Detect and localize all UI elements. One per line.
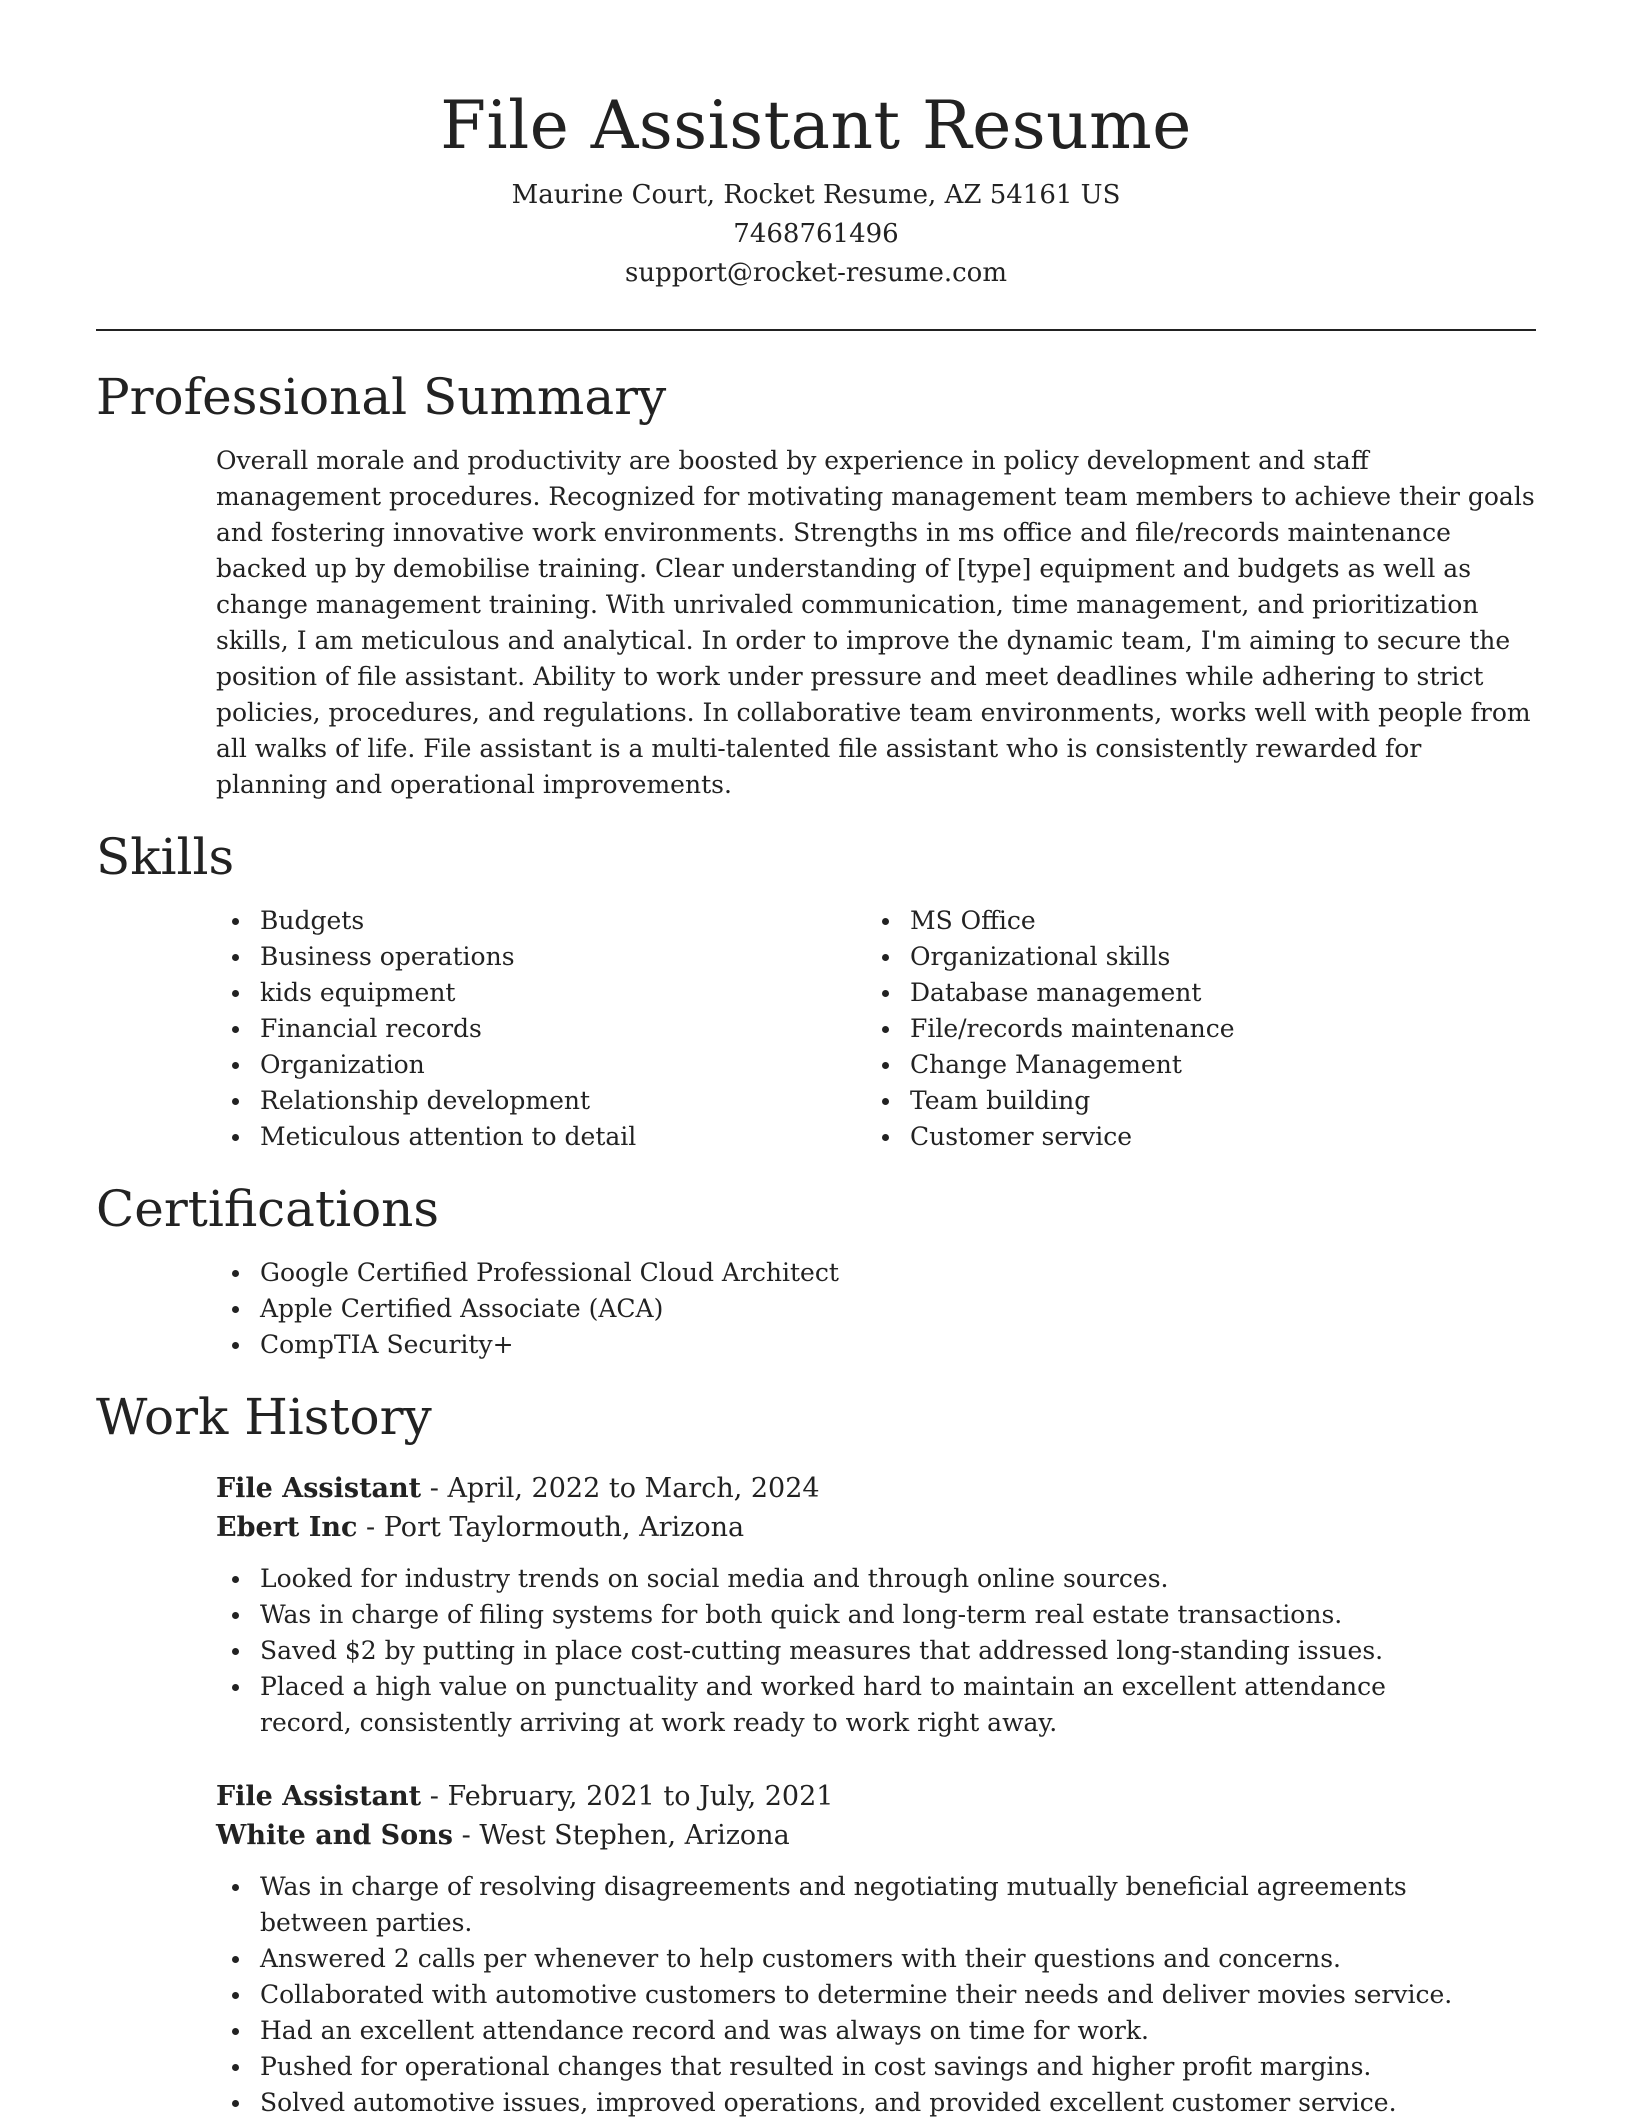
work-history-heading: Work History [96, 1388, 432, 1446]
job-entry [216, 1469, 1536, 1741]
skill-item: Organizational skills [866, 939, 1516, 975]
job-company: Ebert Inc [216, 1512, 358, 1543]
skill-item: MS Office [866, 903, 1516, 939]
skills-heading: Skills [96, 828, 235, 886]
phone: 7468761496 [733, 219, 899, 249]
job-dates: February, 2021 to July, 2021 [447, 1781, 834, 1812]
skill-item: kids equipment [216, 975, 866, 1011]
job-bullet: Placed a high value on punctuality and worked hard to maintain an excellent attendance record, consistently arriving at work ready to work right away. [216, 1669, 1456, 1741]
skill-item: Team building [866, 1083, 1516, 1119]
certification-item: Google Certified Professional Cloud Architect [216, 1255, 1536, 1291]
certifications-section [96, 1177, 1536, 1363]
job-bullet: Pushed for operational changes that resulted in cost savings and higher profit margins. [216, 2049, 1456, 2085]
job-bullets [216, 1869, 1456, 2121]
job-title: File Assistant [216, 1473, 422, 1504]
skills-section [96, 825, 1536, 1155]
skill-item: Change Management [866, 1047, 1516, 1083]
skill-item: Customer service [866, 1119, 1516, 1155]
skill-item: Financial records [216, 1011, 866, 1047]
work-history-section [96, 1385, 1536, 2121]
job-bullet: Had an excellent attendance record and was always on time for work. [216, 2013, 1456, 2049]
job-bullet: Was in charge of filing systems for both quick and long-term real estate transactions. [216, 1597, 1456, 1633]
skill-item: Database management [866, 975, 1516, 1011]
job-title: File Assistant [216, 1781, 422, 1812]
page-title: File Assistant Resume [440, 87, 1192, 164]
job-location: Port Taylormouth, Arizona [383, 1512, 745, 1543]
job-company-line: Ebert Inc - Port Taylormouth, Arizona [216, 1512, 745, 1543]
job-company: White and Sons [216, 1820, 454, 1851]
skill-item: Budgets [216, 903, 866, 939]
skill-item: Organization [216, 1047, 866, 1083]
job-bullet: Looked for industry trends on social media and through online sources. [216, 1561, 1456, 1597]
summary-section [96, 365, 1536, 803]
job-bullet: Collaborated with automotive customers to determine their needs and deliver movies service. [216, 1977, 1456, 2013]
job-bullets [216, 1561, 1456, 1741]
address: Maurine Court, Rocket Resume, AZ 54161 US [511, 180, 1121, 210]
skills-columns [216, 903, 1536, 1155]
job-title-line: File Assistant - February, 2021 to July, 2021 [216, 1781, 834, 1812]
job-location: West Stephen, Arizona [479, 1820, 790, 1851]
certification-item: Apple Certified Associate (ACA) [216, 1291, 1536, 1327]
job-bullet: Saved $2 by putting in place cost-cutting measures that addressed long-standing issues. [216, 1633, 1456, 1669]
summary-heading: Professional Summary [96, 368, 667, 426]
job-bullet: Answered 2 calls per whenever to help customers with their questions and concerns. [216, 1941, 1456, 1977]
header-divider [96, 329, 1536, 331]
job-company-line: White and Sons - West Stephen, Arizona [216, 1820, 790, 1851]
skill-item: File/records maintenance [866, 1011, 1516, 1047]
certifications-list [216, 1255, 1536, 1363]
resume-page [96, 0, 1536, 2121]
certification-item: CompTIA Security+ [216, 1327, 1536, 1363]
email: support@rocket-resume.com [624, 258, 1007, 288]
certifications-heading: Certifications [96, 1180, 440, 1238]
resume-header [96, 0, 1536, 293]
job-bullet: Was in charge of resolving disagreements and negotiating mutually beneficial agreements between parties. [216, 1869, 1456, 1941]
job-bullet: Solved automotive issues, improved operations, and provided excellent customer service. [216, 2085, 1456, 2121]
skill-item: Business operations [216, 939, 866, 975]
skills-list-left [216, 903, 866, 1155]
job-entry [216, 1777, 1536, 2121]
skills-list-right [866, 903, 1516, 1155]
job-title-line: File Assistant - April, 2022 to March, 2024 [216, 1473, 820, 1504]
skill-item: Meticulous attention to detail [216, 1119, 866, 1155]
skill-item: Relationship development [216, 1083, 866, 1119]
contact-block [96, 176, 1536, 293]
summary-text: Overall morale and productivity are boosted by experience in policy development and staff management procedures. Recognized for motivating management team members to achieve their goals and fostering innovative work environments. Strengths in ms office and file/records maintenance backed up by demobilise training. Clear understanding of [type] equipment and budgets as well as change management training. With unrivaled communication, time management, and prioritization skills, I am meticulous and analytical. In order to improve the dynamic team, I'm aiming to secure the position of file assistant. Ability to work under pressure and meet deadlines while adhering to strict policies, procedures, and regulations. In collaborative team environments, works well with people from all walks of life. File assistant is a multi-talented file assistant who is consistently rewarded for planning and operational improvements. [216, 446, 1535, 799]
job-dates: April, 2022 to March, 2024 [447, 1473, 820, 1504]
